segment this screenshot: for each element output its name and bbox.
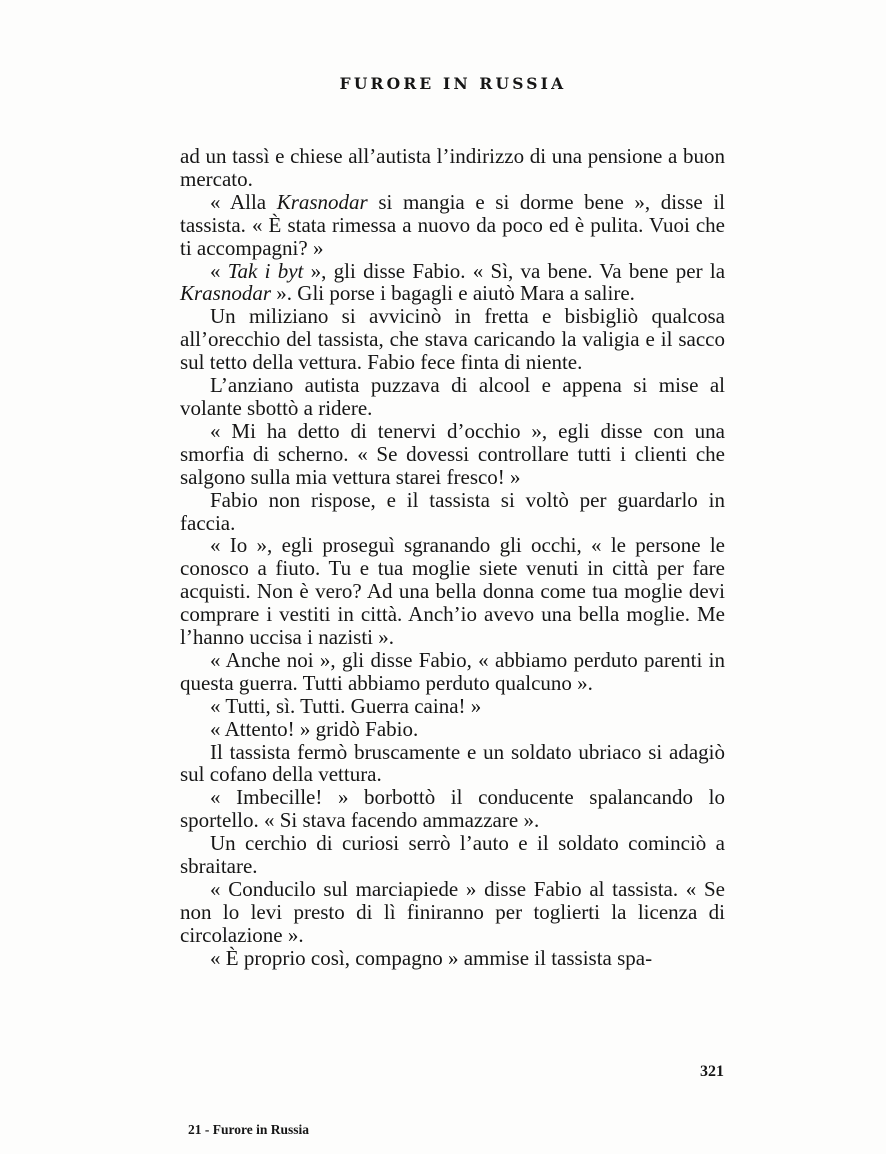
paragraph [180, 695, 725, 718]
paragraph [180, 832, 725, 878]
paragraph [180, 534, 725, 649]
paragraph [180, 786, 725, 832]
text-run: « È proprio così, compagno » ammise il tassista spa- [210, 945, 653, 970]
text-run: », gli disse Fabio. « Sì, va bene. Va bene per la [303, 258, 726, 283]
body-text [180, 145, 725, 970]
paragraph [180, 741, 725, 787]
text-run: L’anziano autista puzzava di alcool e appena si mise al volante sbottò a ridere. [180, 373, 725, 420]
page-number: 321 [700, 1063, 724, 1080]
text-run: « [210, 258, 228, 283]
text-run: « Io », egli proseguì sgranando gli occhi, « le persone le conosco a fiuto. Tu e tua moglie siete venuti in città per fare acquisti. Non è vero? Ad una bella donna come tua moglie devi comprare i vestiti in città. Anch’io avevo una bella moglie. Me l’hanno uccisa i nazisti ». [180, 533, 725, 650]
italic-text: Krasnodar [276, 189, 368, 214]
text-run: si mangia e si dorme bene », disse il tassista. « È stata rimessa a nuovo da poco ed è pulita. Vuoi che ti accompagni? » [180, 189, 725, 260]
text-run: « Conducilo sul marciapiede » disse Fabio al tassista. « Se non lo levi presto di lì finiranno per toglierti la licenza di circolazione ». [180, 877, 725, 947]
text-run: « Anche noi », gli disse Fabio, « abbiamo perduto parenti in questa guerra. Tutti abbiamo perduto qualcuno ». [180, 647, 725, 695]
text-run: ». Gli porse i bagagli e aiutò Mara a salire. [271, 281, 635, 306]
text-run: ad un tassì e chiese all’autista l’indirizzo di una pensione a buon mercato. [180, 144, 725, 191]
paragraph [180, 260, 725, 306]
paragraph [180, 649, 725, 695]
paragraph [180, 420, 725, 489]
paragraph [180, 878, 725, 947]
text-run: « Tutti, sì. Tutti. Guerra caina! » [210, 693, 482, 718]
text-run: « Alla [210, 189, 277, 214]
paragraph [180, 305, 725, 374]
italic-text: Krasnodar [180, 281, 272, 306]
text-run: Il tassista fermò bruscamente e un soldato ubriaco si adagiò sul cofano della vettura. [180, 739, 725, 787]
paragraph [180, 489, 725, 535]
paragraph [180, 374, 725, 420]
signature-mark: 21 - Furore in Russia [188, 1122, 310, 1137]
text-run: « Attento! » gridò Fabio. [210, 716, 419, 741]
paragraph [180, 718, 725, 741]
text-run: Un miliziano si avvicinò in fretta e bisbigliò qualcosa all’orecchio del tassista, che stava caricando la valigia e il sacco sul tetto della vettura. Fabio fece finta di niente. [180, 304, 725, 375]
text-run: Un cerchio di curiosi serrò l’auto e il soldato cominciò a sbraitare. [180, 831, 725, 879]
text-run: Fabio non rispose, e il tassista si voltò per guardarlo in faccia. [180, 487, 725, 535]
text-run: « Imbecille! » borbottò il conducente spalancando lo sportello. « Si stava facendo ammazzare ». [180, 785, 725, 833]
text-run: « Mi ha detto di tenervi d’occhio », egli disse con una smorfia di scherno. « Se dovessi controllare tutti i clienti che salgono sulla mia vettura starei fresco! » [180, 418, 725, 489]
paragraph [180, 145, 725, 191]
paragraph [180, 947, 725, 970]
paragraph [180, 191, 725, 260]
running-head: FURORE IN RUSSIA [339, 74, 567, 93]
italic-text: Tak i byt [227, 258, 304, 283]
